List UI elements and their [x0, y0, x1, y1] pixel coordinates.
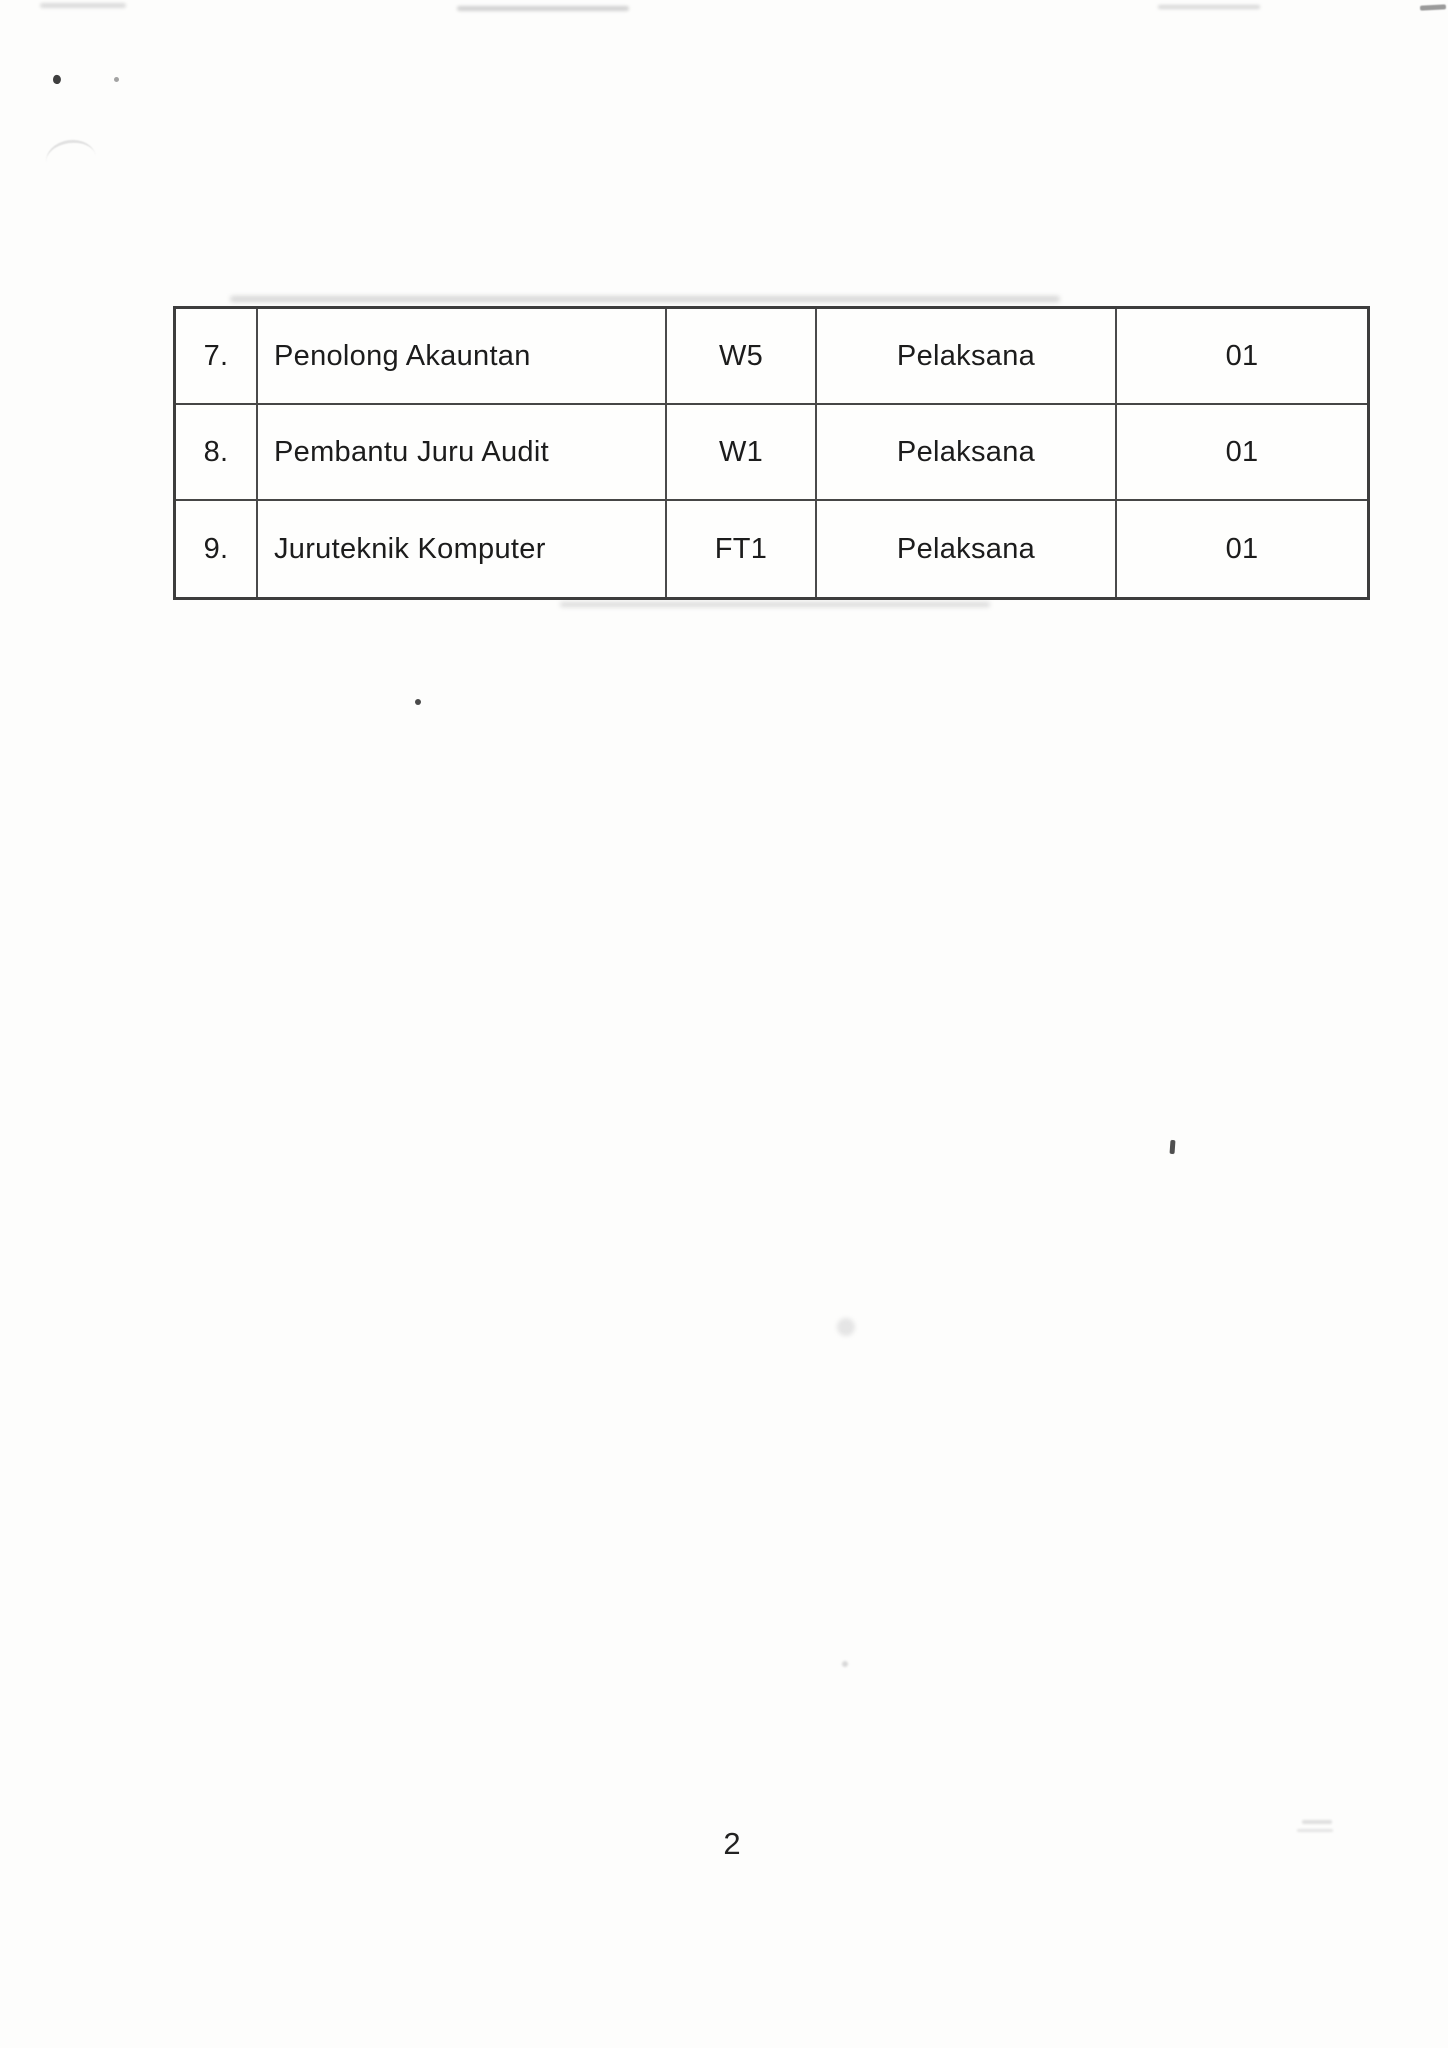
count-cell: 01 [1117, 405, 1367, 501]
scan-streak-bottom-right [1297, 1829, 1333, 1832]
job-title-cell: Penolong Akauntan [258, 309, 667, 405]
job-title-cell: Juruteknik Komputer [258, 501, 667, 597]
scan-speck [114, 77, 119, 82]
scan-streak-top-middle [457, 6, 629, 11]
row-number-cell: 8. [176, 405, 258, 501]
scan-speck [52, 74, 62, 85]
scan-smudge [837, 1318, 855, 1336]
grade-cell: FT1 [667, 501, 817, 597]
scan-dot-faint [842, 1661, 848, 1667]
positions-table [173, 306, 1370, 600]
job-title-cell: Pembantu Juru Audit [258, 405, 667, 501]
service-group-cell: Pelaksana [817, 405, 1117, 501]
scan-smear-above-table [230, 296, 1060, 302]
scan-streak-top-left [40, 3, 126, 8]
count-cell: 01 [1225, 532, 1259, 565]
scan-pen-curl-mark [44, 137, 99, 183]
scan-dash-top-right [1420, 4, 1446, 10]
grade-cell: W5 [667, 309, 817, 405]
row-number-cell: 9. [176, 501, 258, 597]
scan-tick-mark [1170, 1140, 1176, 1154]
scan-streak-top-right [1158, 5, 1260, 9]
scan-streak-bottom-right [1302, 1820, 1332, 1824]
count-cell: 01 [1117, 309, 1367, 405]
service-group-cell: Pelaksana [817, 501, 1117, 597]
scan-smear-below-table [560, 602, 990, 607]
row-number-cell: 7. [176, 309, 258, 405]
grade-cell: W1 [667, 405, 817, 501]
page-number: 2 [723, 1826, 741, 1861]
scan-dot [415, 699, 421, 705]
service-group-cell: Pelaksana [817, 309, 1117, 405]
